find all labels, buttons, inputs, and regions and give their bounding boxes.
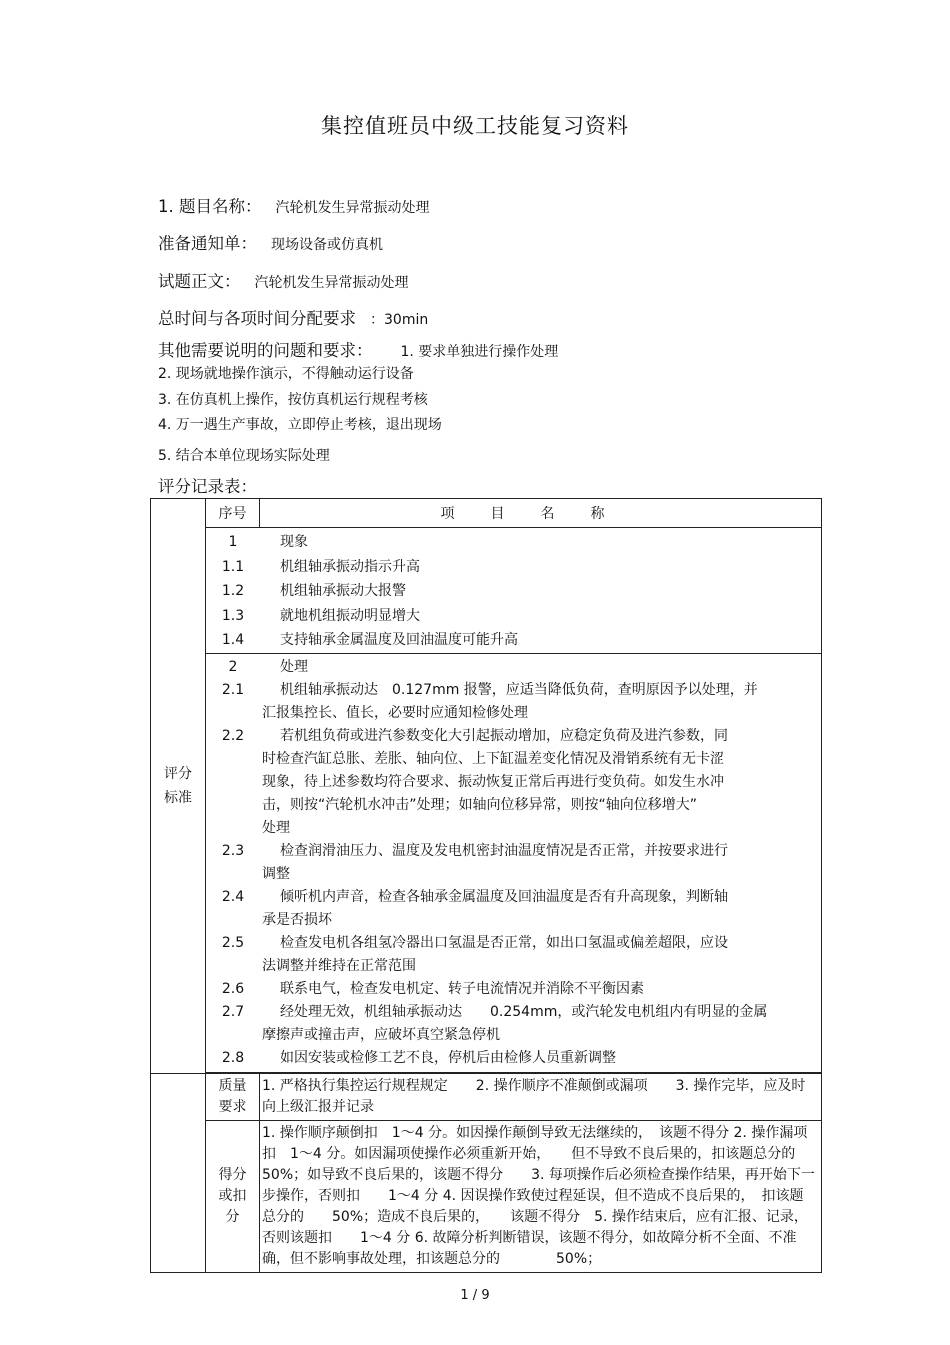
item-text-line: 检查发电机各组氢冷器出口氢温是否正常，如出口氢温或偏差超限，应设 [280,934,728,951]
notice-label: 准备通知单： [158,234,257,253]
header-number: 序号 [206,499,260,528]
item-text [260,1047,821,1070]
table-row [206,555,821,580]
category-cell: 评分 标准 [151,499,206,1074]
section-2 [206,656,821,1070]
item-text-line: 承是否损坏 [262,911,332,928]
table-row [206,604,821,629]
item-text-line: 现象，待上述参数均符合要求、振动恢复正常后再进行变负荷。如发生水冲 [262,773,724,790]
other-label: 其他需要说明的问题和要求： [158,341,373,360]
item-number: 2.8 [221,1049,245,1066]
item-text-line: 处理 [280,658,308,675]
topic-value: 汽轮机发生异常振动处理 [275,200,430,216]
item-text-line: 现象 [280,534,308,550]
requirement-2: 2. 现场就地操作演示，不得触动运行设备 [158,366,414,382]
document-title: 集控值班员中级工技能复习资料 [321,114,629,138]
item-text-line: 如因安装或检修工艺不良，停机后由检修人员重新调整 [280,1049,616,1066]
item-text-line: 机组轴承振动达 0.127mm 报警，应适当降低负荷，查明原因予以处理，并 [280,681,758,698]
notice-value: 现场设备或仿真机 [271,237,383,253]
section-1 [206,530,821,653]
item-number: 1 [228,534,238,550]
record-label: 评分记录表： [158,477,257,496]
item-text [260,628,821,653]
item-text-line: 法调整并维持在正常范围 [262,957,416,974]
table-row [206,628,821,653]
item-text-line: 支持轴承金属温度及回油温度可能升高 [280,632,518,649]
item-text [260,679,821,725]
item-number: 1.4 [221,632,245,649]
item-text-line: 击，则按“汽轮机水冲击”处理；如轴向位移异常，则按“轴向位移增大” [262,796,698,813]
table-row [206,978,821,1001]
item-number: 2.2 [221,727,245,744]
item-number: 2.3 [221,842,245,859]
item-text [260,840,821,886]
item-text-line: 就地机组振动明显增大 [280,607,420,624]
item-text-line: 倾听机内声音，检查各轴承金属温度及回油温度是否有升高现象，判断轴 [280,888,728,905]
item-number: 2.1 [221,681,245,698]
score-label: 得分 或扣 分 [206,1120,260,1272]
requirement-5: 5. 结合本单位现场实际处理 [158,448,330,464]
item-number: 1.2 [221,583,245,600]
table-row [206,886,821,932]
item-number: 1.1 [221,558,245,575]
topic-line [158,193,430,217]
other-line [158,337,558,361]
item-text [260,555,821,580]
item-number: 2.4 [221,888,245,905]
table-row [206,656,821,679]
time-label: 总时间与各项时间分配要求 [158,309,356,328]
time-value: ：30min [370,312,429,328]
quality-text: 1. 严格执行集控运行规程规定 2. 操作顺序不准颠倒或漏项 3. 操作完毕，应及时向上级汇报并记录 [260,1073,822,1120]
item-number: 2 [228,658,238,675]
time-line [158,305,428,329]
section-2-cell [206,653,822,1072]
item-text-line: 检查润滑油压力、温度及发电机密封油温度情况是否正常，并按要求进行 [280,842,728,859]
item-number: 1.3 [221,607,245,624]
notice-line [158,230,383,254]
score-table [150,498,822,1273]
table-row [206,725,821,840]
item-text-line: 机组轴承振动大报警 [280,583,406,600]
requirement-4: 4. 万一遇生产事故，立即停止考核，退出现场 [158,417,442,433]
item-text-line: 汇报集控长、值长，必要时应通知检修处理 [262,704,528,721]
item-text [260,656,821,679]
item-text [260,886,821,932]
item-text [260,1001,821,1047]
item-text [260,932,821,978]
table-row [206,840,821,886]
item-number: 2.6 [221,980,245,997]
item-text-line: 摩擦声或撞击声，应破坏真空紧急停机 [262,1026,500,1043]
table-row [206,932,821,978]
item-text [260,604,821,629]
table-row [206,1001,821,1047]
item-text-line: 机组轴承振动指示升高 [280,558,420,575]
body-line [158,268,409,292]
table-row [206,679,821,725]
item-text-line: 处理 [262,819,290,836]
item-text-line: 调整 [262,865,290,882]
quality-label: 质量 要求 [206,1073,260,1120]
page-number: 1 / 9 [460,1288,490,1303]
section-1-cell [206,528,822,654]
item-text [260,530,821,555]
table-row [206,579,821,604]
item-text-line: 联系电气，检查发电机定、转子电流情况并消除不平衡因素 [280,980,644,997]
item-text-line: 经处理无效，机组轴承振动达 0.254mm，或汽轮发电机组内有明显的金属 [280,1003,768,1020]
table-row [206,530,821,555]
item-text [260,978,821,1001]
item-text [260,725,821,840]
requirement-3: 3. 在仿真机上操作，按仿真机运行规程考核 [158,392,428,408]
requirement-1: 1. 要求单独进行操作处理 [400,344,559,360]
item-text [260,579,821,604]
table-row [206,1047,821,1070]
item-text-line: 时检查汽缸总胀、差胀、轴向位、上下缸温差变化情况及滑销系统有无卡涩 [262,750,724,767]
header-name: 项目名称 [260,499,822,528]
topic-label: 1. 题目名称： [158,197,262,216]
score-text: 1. 操作顺序颠倒扣 1～4 分。如因操作颠倒导致无法继续的， 该题不得分 2. 操作漏项扣 1～4 分。如因漏项使操作必须重新开始， 但不导致不良后果的，扣该题总分的 50%；如导致不良后果的，该题不得分 3. 每项操作后必须检查操作结果，再开始下一步操作，否则扣 1～4 分 4. 因误操作致使过程延误，但不造成不良后果的， 扣该题总分的 50%；造成不良后果的， 该题不得分 5. 操作结束后，应有汇报、记录，否则该题扣 1～4 分 6. 故障分析判断错误，该题不得分，如故障分析不全面、不准确，但不影响事故处理，扣该题总分的 50%； [260,1120,822,1272]
body-label: 试题正文： [158,272,241,291]
item-number: 2.7 [221,1003,245,1020]
item-number: 2.5 [221,934,245,951]
body-value: 汽轮机发生异常振动处理 [254,275,409,291]
item-text-line: 若机组负荷或进汽参数变化大引起振动增加，应稳定负荷及进汽参数，同 [280,727,728,744]
